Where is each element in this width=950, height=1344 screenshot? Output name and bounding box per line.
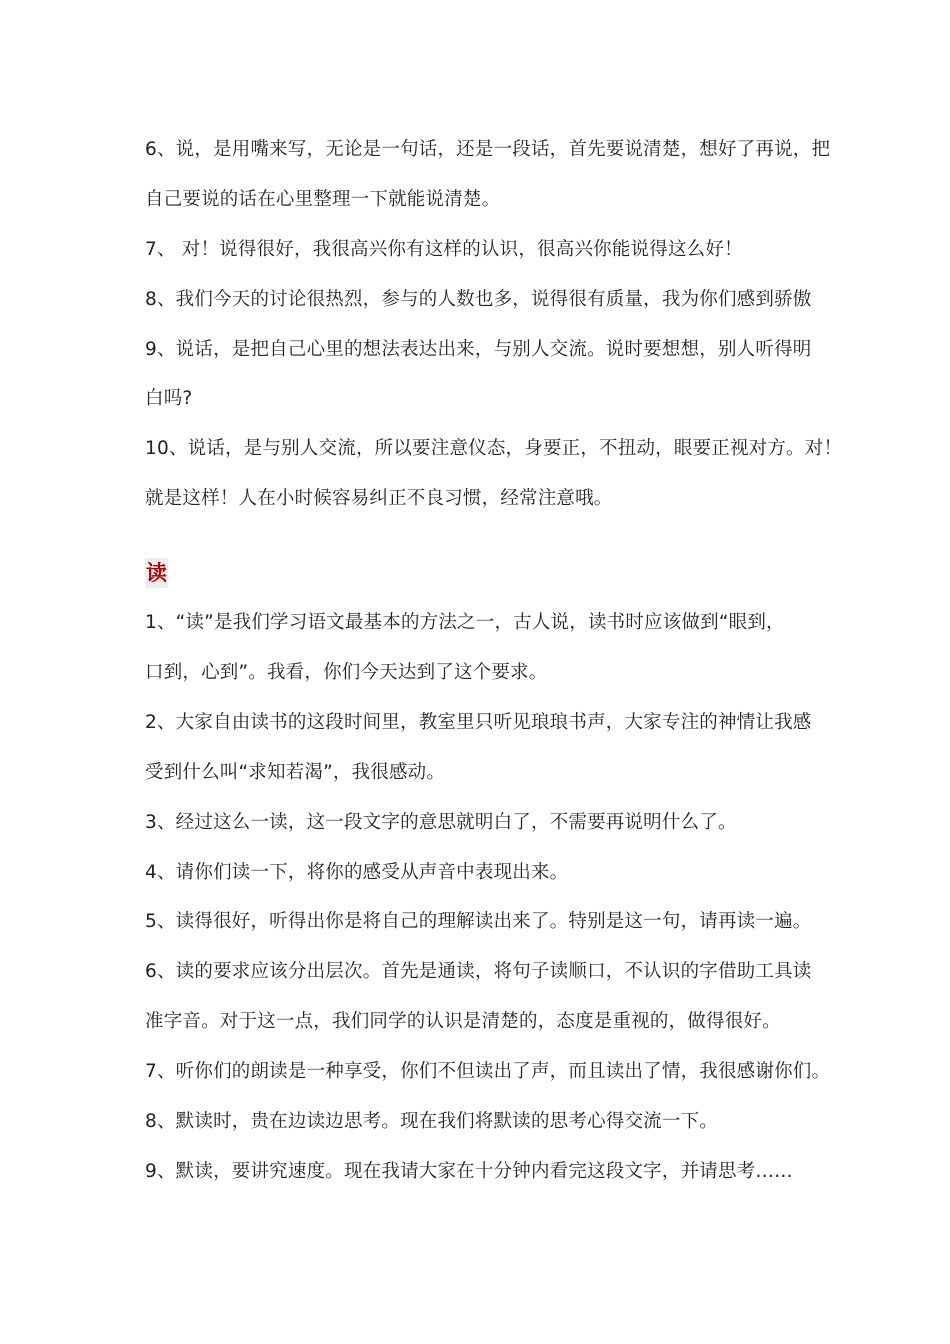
say-item-9-line-1: 9、说话，是把自己心里的想法表达出来，与别人交流。说时要想想，别人听得明 <box>145 339 812 360</box>
read-item-3-line-1: 3、经过这么一读，这一段文字的意思就明白了，不需要再说明什么了。 <box>145 812 737 833</box>
say-item-8-line-1: 8、我们今天的讨论很热烈，参与的人数也多，说得很有质量，我为你们感到骄傲 <box>145 289 812 310</box>
read-item-7-line-1: 7、听你们的朗读是一种享受，你们不但读出了声，而且读出了情，我很感谢你们。 <box>145 1061 831 1082</box>
read-item-4-line-1: 4、请你们读一下，将你的感受从声音中表现出来。 <box>145 862 569 883</box>
say-item-10-line-1: 10、说话，是与别人交流，所以要注意仪态，身要正，不扭动，眼要正视对方。对！ <box>145 438 843 459</box>
read-item-2-line-1: 2、大家自由读书的这段时间里，教室里只听见琅琅书声，大家专注的神情让我感 <box>145 712 812 733</box>
read-item-1-line-2: 口到，心到”。我看，你们今天达到了这个要求。 <box>145 662 548 683</box>
say-item-6-line-1: 6、说，是用嘴来写，无论是一句话，还是一段话，首先要说清楚，想好了再说，把 <box>145 139 831 160</box>
read-item-5-line-1: 5、读得很好，听得出你是将自己的理解读出来了。特别是这一句，请再读一遍。 <box>145 911 812 932</box>
section-heading-read: 读 <box>145 558 168 588</box>
say-item-10-line-2: 就是这样！人在小时候容易纠正不良习惯，经常注意哦。 <box>145 488 613 509</box>
read-item-8-line-1: 8、默读时，贵在边读边思考。现在我们将默读的思考心得交流一下。 <box>145 1111 718 1132</box>
read-item-6-line-2: 准字音。对于这一点，我们同学的认识是清楚的，态度是重视的，做得很好。 <box>145 1011 781 1032</box>
say-item-7-line-1: 7、 对！说得很好，我很高兴你有这样的认识，很高兴你能说得这么好！ <box>145 239 743 260</box>
read-item-6-line-1: 6、读的要求应该分出层次。首先是通读，将句子读顺口，不认识的字借助工具读 <box>145 961 812 982</box>
read-item-9-line-1: 9、默读，要讲究速度。现在我请大家在十分钟内看完这段文字，并请思考…… <box>145 1161 793 1182</box>
say-item-6-line-2: 自己要说的话在心里整理一下就能说清楚。 <box>145 189 501 210</box>
read-item-2-line-2: 受到什么叫“求知若渴”，我很感动。 <box>145 762 446 783</box>
read-item-1-line-1: 1、“读”是我们学习语文最基本的方法之一，古人说，读书时应该做到“眼到， <box>145 612 785 633</box>
say-item-9-line-2: 白吗? <box>145 388 193 409</box>
